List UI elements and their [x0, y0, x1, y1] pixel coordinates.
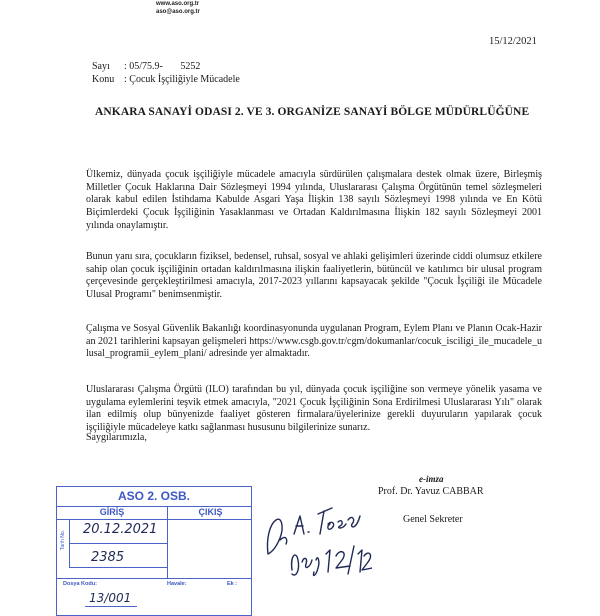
handwritten-routing-note: [262, 494, 372, 582]
letterhead-web: www.aso.org.tr: [156, 1, 200, 7]
stamp-column-divider: [167, 506, 168, 578]
stamp-handwritten-number: 2385: [91, 550, 125, 565]
konu-value: : Çocuk İşçiliğiyle Mücadele: [124, 74, 240, 85]
stamp-row-line: [85, 606, 137, 607]
addressee-heading: ANKARA SANAYİ ODASI 2. VE 3. ORGANİZE SANAYİ BÖLGE MÜDÜRLÜĞÜNE: [95, 106, 530, 118]
stamp-row-line: [69, 543, 167, 544]
stamp-columns: [57, 506, 251, 520]
stamp-havale-label: Havale:: [167, 581, 187, 587]
sayi-value: : 05/75.9- 5252: [124, 61, 201, 72]
body-paragraph-3: [86, 323, 542, 361]
closing-salutation: Saygılarımızla,: [86, 432, 147, 443]
signatory-name: Prof. Dr. Yavuz CABBAR: [378, 486, 484, 497]
reference-number: [92, 61, 200, 73]
body-paragraph-2: [86, 251, 542, 302]
body-paragraph-1: [86, 169, 542, 233]
stamp-title: ASO 2. OSB.: [57, 487, 251, 507]
stamp-dosya-label: Dosya Kodu:: [63, 581, 97, 587]
stamp-cikis-label: ÇIKIŞ: [198, 507, 223, 517]
paragraph-text: Bunun yanı sıra, çocukların fiziksel, bedensel, ruhsal, sosyal ve ahlaki gelişimleri üzerinde ciddi olumsuz etkilere sahip olan çocuk işçiliğinin ortadan kaldırılmasına ilişkin faaliyetlerin, bütüncül ve katılımcı bir ulusal program çerçevesinde gerçekleştirilmesi amacıyla, 2017-2023 yıllarını kapsayacak şekilde "Çocuk İşçiliği ile Mücadele Ulusal Programı" benimsenmiştir.: [86, 251, 542, 301]
letterhead-email: aso@aso.org.tr: [156, 9, 200, 15]
paragraph-text: Uluslararası Çalışma Örgütü (ILO) tarafından bu yıl, dünyada çocuk işçiliğine son vermeye yönelik yasama ve uygulama eylemlerini teşvik etmek amacıyla, "2021 Çocuk İşçiliğinin Sona Erdirilmesi Uluslararası Yılı" olarak ilan edilmiş olup bünyenizde faaliyet gösteren firmalara/üyelerinize gerekli duyuruların yapılarak çocuk işçiliğiyle mücadeleye katkı sağlanması hususunu bilgilerinize sunarız.: [86, 384, 542, 434]
stamp-giris-label: GİRİŞ: [99, 507, 125, 517]
stamp-side-label: Tarih No.: [60, 530, 66, 551]
stamp-handwritten-date: 20.12.2021: [83, 522, 158, 537]
letterhead-contact: [156, 0, 200, 16]
stamp-ek-label: Ek :: [227, 581, 238, 587]
document-date: 15/12/2021: [489, 36, 537, 47]
stamp-handwritten-file-code: 13/001: [89, 591, 132, 605]
incoming-stamp: [56, 486, 252, 616]
signatory-title: Genel Sekreter: [403, 514, 463, 525]
sayi-label: Sayı: [92, 61, 110, 72]
body-paragraph-4: [86, 384, 542, 435]
stamp-row-divider: [57, 578, 251, 579]
paragraph-text: Ülkemiz, dünyada çocuk işçiliğiyle mücadele amacıyla sürdürülen çalışmalara destek olmak üzere, Birleşmiş Milletler Çocuk Haklarına Dair Sözleşmeyi 1994 yılında, Uluslararası Çalışma Örgütünün temel sözleşmeleri olarak kabul edilen İstihdama Kabulde Asgari Yaşa İlişkin 138 sayılı Sözleşmeyi 1998 yılında ve En Kötü Biçimlerdeki Çocuk İşçiliğinin Yasaklanması ve Ortadan Kaldırılmasına İlişkin 182 sayılı Sözleşmeyi 2001 yılında onaylamıştır.: [86, 169, 542, 231]
subject-line: [92, 74, 240, 86]
e-signature-mark: e-imza: [419, 474, 444, 484]
konu-label: Konu: [92, 74, 115, 85]
stamp-row-line: [69, 567, 167, 568]
paragraph-text: Çalışma ve Sosyal Güvenlik Bakanlığı koordinasyonunda uygulanan Program, Eylem Planı ve Planın Ocak-Haziran 2021 tarihlerini kapsayan gelişmeleri https://www.csgb.gov.tr/cgm/dokumanlar/cocuk_isciligi_ile_mucadele_ulusal_programii_eylem_plani/ adresinde yer almaktadır.: [86, 323, 542, 360]
